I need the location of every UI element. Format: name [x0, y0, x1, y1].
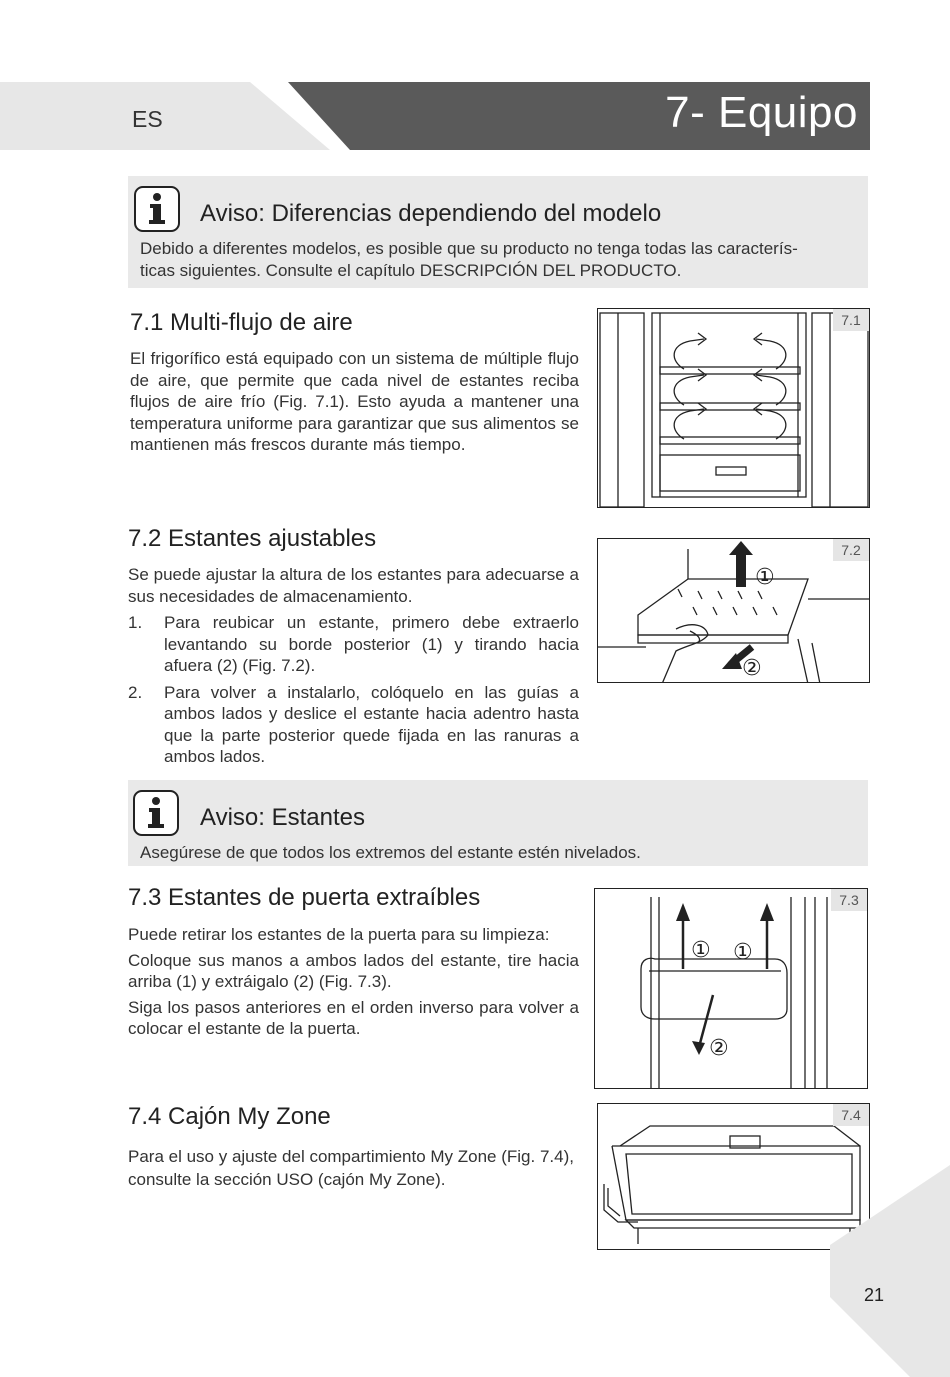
info-icon: [133, 790, 179, 836]
figure-label-7-2: 7.2: [833, 539, 869, 561]
list-item-number: 1.: [128, 613, 143, 632]
paragraph: Coloque sus manos a ambos lados del estante, tire hacia arriba (1) y extráigalo (2) (Fig. 7.3).: [128, 950, 579, 991]
notice-shelves: [128, 780, 868, 866]
notice-body-line-2: ticas siguientes. Consulte el capítulo DESCRIPCIÓN DEL PRODUCTO.: [140, 261, 682, 280]
figure-label-7-3: 7.3: [831, 889, 867, 911]
language-code: ES: [132, 106, 163, 132]
section-intro-7-2: Se puede ajustar la altura de los estantes para adecuarse a sus necesidades de almacenamiento.: [128, 565, 579, 606]
list-item-number: 2.: [128, 682, 143, 702]
notice-title: Aviso: Estantes: [200, 804, 365, 831]
marker-1: ①: [755, 565, 775, 590]
page-number: 21: [864, 1285, 885, 1305]
shelf-removal-illustration: [598, 539, 870, 683]
marker-1: ①: [733, 940, 753, 965]
figure-7-4: [597, 1103, 870, 1250]
section-title-7-1: 7.1 Multi-flujo de aire: [130, 309, 353, 336]
section-body-7-1: El frigorífico está equipado con un sistema de múltiple flujo de aire, que permite que cada nivel de estantes reciba flujos de aire frío (Fig. 7.1). Esto ayuda a mantener una temperatura uniforme para garantizar que sus alimentos se mantienen más frescos durante más tiempo.: [130, 349, 579, 454]
section-title-7-4: 7.4 Cajón My Zone: [128, 1103, 331, 1130]
section-title-7-3: 7.3 Estantes de puerta extraíbles: [128, 884, 481, 911]
header-light-band: [0, 82, 340, 150]
list-item-text: Para volver a instalarlo, colóquelo en las guías a ambos lados y deslice el estante hacia adentro hasta que la parte posterior quede fijada en las ranuras a ambos lados.: [164, 682, 579, 766]
airflow-illustration: [598, 309, 870, 508]
figure-label-7-1: 7.1: [833, 309, 869, 331]
section-body-7-3: [128, 924, 579, 1044]
marker-2: ②: [742, 656, 762, 681]
figure-7-2: [597, 538, 870, 683]
marker-2: ②: [709, 1036, 729, 1061]
marker-1: ①: [691, 938, 711, 963]
figure-7-1: [597, 308, 870, 508]
list-item-text: Para reubicar un estante, primero debe extraerlo levantando su borde posterior (1) y tirando hacia afuera (2) (Fig. 7.2).: [164, 613, 579, 675]
figure-7-3: [594, 888, 868, 1089]
my-zone-drawer-illustration: [598, 1104, 870, 1250]
notice-model-differences: [128, 176, 868, 288]
chapter-title: 7- Equipo: [665, 88, 858, 137]
section-title-7-2: 7.2 Estantes ajustables: [128, 525, 377, 552]
section-body-7-4: Para el uso y ajuste del compartimiento My Zone (Fig. 7.4), consulte la sección USO (cajón My Zone).: [128, 1147, 574, 1189]
paragraph: Puede retirar los estantes de la puerta para su limpieza:: [128, 925, 550, 944]
notice-body-line-1: Debido a diferentes modelos, es posible que su producto no tenga todas las caracterís-: [140, 239, 798, 258]
notice-title: Aviso: Diferencias dependiendo del modelo: [200, 200, 662, 227]
door-shelf-illustration: [595, 889, 868, 1089]
list-item: [128, 612, 579, 677]
info-icon: [134, 186, 180, 232]
steps-list-7-2: [128, 612, 579, 768]
paragraph: Siga los pasos anteriores en el orden inverso para volver a colocar el estante de la puerta.: [128, 997, 579, 1038]
list-item: [128, 682, 579, 768]
section-body-7-2: [128, 564, 579, 768]
figure-label-7-4: 7.4: [833, 1104, 869, 1126]
notice-body: Asegúrese de que todos los extremos del estante estén nivelados.: [140, 843, 641, 862]
